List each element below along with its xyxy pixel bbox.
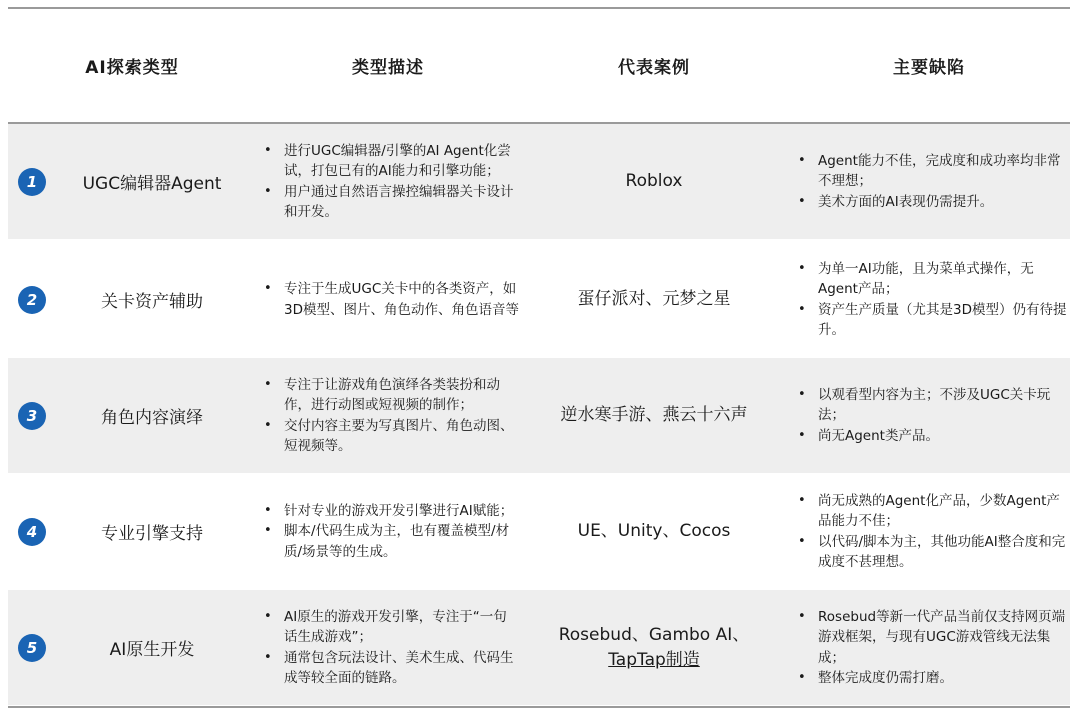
type-name: 角色内容演绎 (101, 408, 203, 428)
case-text: Roblox (625, 171, 683, 191)
flaw-item: • 资产生产质量（尤其是3D模型）仍有待提升。 (794, 300, 1070, 341)
table-row (8, 590, 1070, 705)
table-bottom-rule (8, 706, 1070, 708)
header-cases: 代表案例 (618, 58, 690, 78)
table-row (8, 358, 1070, 473)
type-name: AI原生开发 (109, 640, 195, 660)
type-name: 关卡资产辅助 (101, 292, 203, 312)
table-header (8, 9, 1070, 122)
description-cell (256, 501, 520, 563)
flaw-item: • 以代码/脚本为主，其他功能AI整合度和完成度不甚理想。 (794, 532, 1070, 573)
flaw-cell (788, 385, 1070, 447)
flaw-cell (788, 259, 1070, 341)
case-cell (520, 623, 788, 673)
number-badge: 5 (18, 634, 46, 662)
flaw-item: • 整体完成度仍需打磨。 (794, 668, 1070, 689)
flaw-cell (788, 491, 1070, 573)
description-cell (256, 141, 520, 223)
table-row (8, 474, 1070, 589)
case-text: UE、Unity、Cocos (577, 521, 731, 541)
case-cell (520, 287, 788, 312)
flaw-cell (788, 151, 1070, 213)
flaw-item: • 以观看型内容为主；不涉及UGC关卡玩法； (794, 385, 1070, 426)
description-cell (256, 279, 520, 320)
case-text: 蛋仔派对、元梦之星 (577, 289, 731, 309)
type-name: 专业引擎支持 (101, 524, 203, 544)
case-cell (520, 403, 788, 428)
table-row (8, 124, 1070, 239)
case-text: Rosebud、Gambo AI、 (558, 624, 750, 645)
header-description: 类型描述 (352, 58, 424, 78)
number-badge: 2 (18, 286, 46, 314)
case-cell (520, 169, 788, 194)
number-badge: 1 (18, 168, 46, 196)
description-item: • 交付内容主要为写真图片、角色动图、短视频等。 (260, 416, 520, 457)
number-badge: 3 (18, 402, 46, 430)
description-item: • 专注于让游戏角色演绎各类装扮和动作，进行动图或短视频的制作； (260, 375, 520, 416)
case-cell (520, 519, 788, 544)
description-item: • 通常包含玩法设计、美术生成、代码生成等较全面的链路。 (260, 648, 520, 689)
flaw-item: • 尚无成熟的Agent化产品，少数Agent产品能力不佳； (794, 491, 1070, 532)
type-name: UGC编辑器Agent (82, 174, 222, 194)
description-item: • 进行UGC编辑器/引擎的AI Agent化尝试，打包已有的AI能力和引擎功能； (260, 141, 520, 182)
flaw-cell (788, 607, 1070, 689)
flaw-item: • 尚无Agent类产品。 (794, 426, 1070, 447)
description-item: • 针对专业的游戏开发引擎进行AI赋能； (260, 501, 520, 522)
flaw-item: • 为单一AI功能，且为菜单式操作，无Agent产品； (794, 259, 1070, 300)
flaw-item: • Rosebud等新一代产品当前仅支持网页端游戏框架，与现有UGC游戏管线无法集成； (794, 607, 1070, 669)
table-row (8, 242, 1070, 357)
description-item: • 脚本/代码生成为主，也有覆盖模型/材质/场景等的生成。 (260, 521, 520, 562)
number-badge: 4 (18, 518, 46, 546)
flaw-item: • Agent能力不佳，完成度和成功率均非常不理想； (794, 151, 1070, 192)
description-item: • 专注于生成UGC关卡中的各类资产，如3D模型、图片、角色动作、角色语音等 (260, 279, 520, 320)
description-item: • 用户通过自然语言操控编辑器关卡设计和开发。 (260, 182, 520, 223)
type-cell (8, 590, 256, 705)
flaw-item: • 美术方面的AI表现仍需提升。 (794, 192, 1070, 213)
header-type: AI探索类型 (85, 58, 179, 78)
case-text: TapTap制造 (608, 649, 700, 670)
case-text: 逆水寒手游、燕云十六声 (560, 405, 748, 425)
type-cell (8, 124, 256, 239)
type-cell (8, 358, 256, 473)
description-item: • AI原生的游戏开发引擎，专注于“一句话生成游戏”； (260, 607, 520, 648)
header-flaws: 主要缺陷 (893, 58, 965, 78)
type-cell (8, 242, 256, 357)
description-cell (256, 375, 520, 457)
description-cell (256, 607, 520, 689)
type-cell (8, 474, 256, 589)
